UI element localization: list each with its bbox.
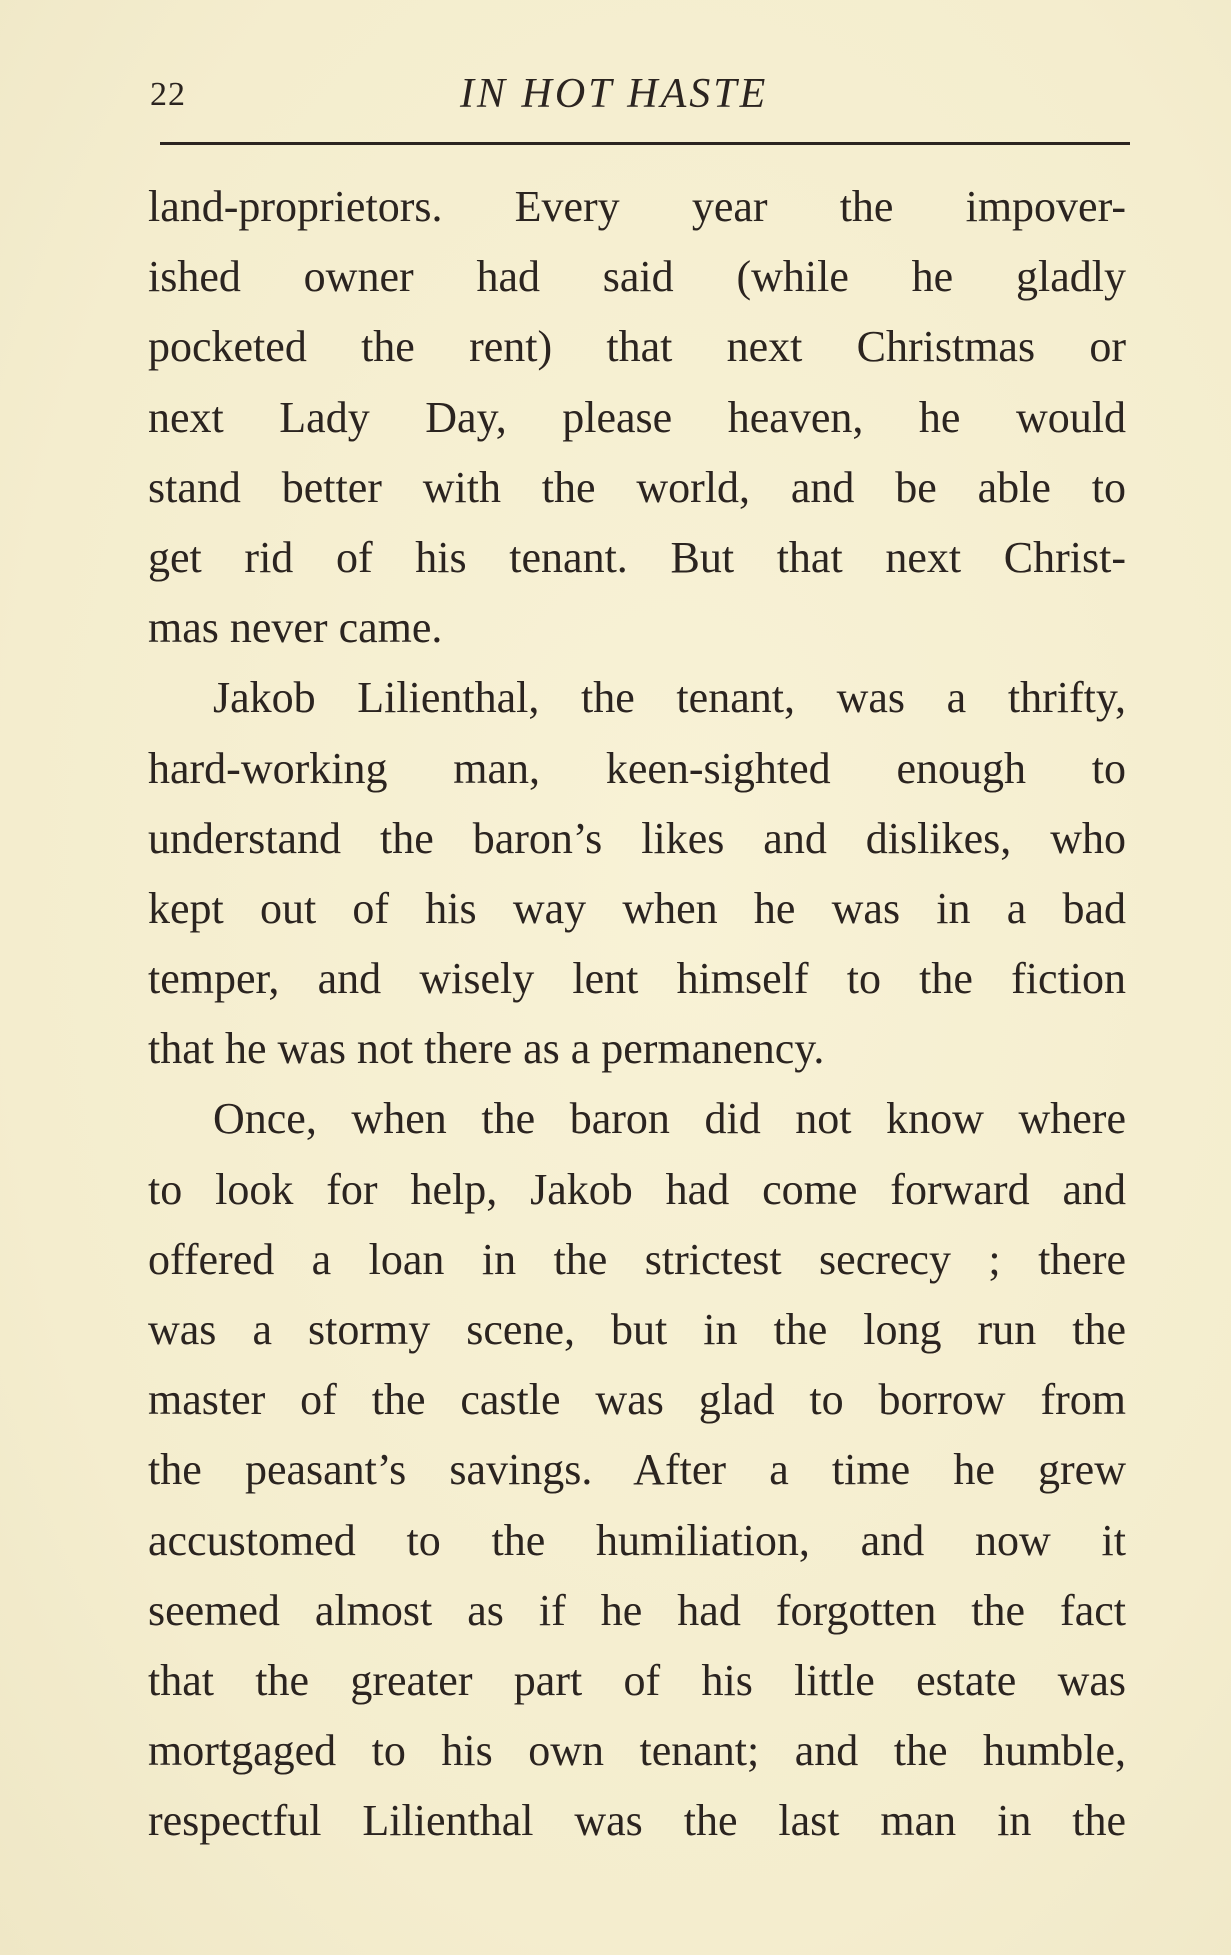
text-line: get rid of his tenant. But that next Christ- <box>148 532 1126 582</box>
text-line: temper, and wisely lent himself to the fiction <box>148 954 1126 1004</box>
text-line: accustomed to the humiliation, and now it <box>148 1515 1126 1565</box>
text-line: master of the castle was glad to borrow from <box>148 1375 1126 1425</box>
text-line: the peasant’s savings. After a time he grew <box>148 1445 1126 1495</box>
text-line: pocketed the rent) that next Christmas or <box>148 322 1126 372</box>
text-line: kept out of his way when he was in a bad <box>148 883 1126 933</box>
text-line: next Lady Day, please heaven, he would <box>148 392 1126 442</box>
header-rule <box>160 142 1130 145</box>
text-line: to look for help, Jakob had come forward and <box>148 1164 1126 1214</box>
text-line: mortgaged to his own tenant; and the humble, <box>148 1726 1126 1776</box>
paragraph-end-line: mas never came. <box>148 603 443 653</box>
page-number: 22 <box>150 76 186 113</box>
text-line: was a stormy scene, but in the long run the <box>148 1305 1126 1354</box>
running-title: IN HOT HASTE <box>460 71 769 117</box>
paragraph-start-line: Once, when the baron did not know where <box>213 1094 1126 1144</box>
text-line: seemed almost as if he had forgotten the fact <box>148 1585 1126 1635</box>
paragraph-start-line: Jakob Lilienthal, the tenant, was a thrifty, <box>213 673 1126 723</box>
text-line: offered a loan in the strictest secrecy ; there <box>148 1234 1126 1284</box>
text-line: respectful Lilienthal was the last man in the <box>148 1796 1126 1846</box>
text-line: ished owner had said (while he gladly <box>148 252 1126 302</box>
paragraph-end-line: that he was not there as a permanency. <box>148 1024 825 1074</box>
text-line: understand the baron’s likes and dislikes, who <box>148 813 1126 863</box>
text-line: stand better with the world, and be able to <box>148 462 1126 512</box>
text-line: land-proprietors. Every year the impover- <box>148 182 1126 231</box>
text-line: hard-working man, keen-sighted enough to <box>148 743 1126 793</box>
running-head <box>150 70 1135 120</box>
text-line: that the greater part of his little estate was <box>148 1655 1126 1705</box>
body-text <box>148 172 1126 1857</box>
